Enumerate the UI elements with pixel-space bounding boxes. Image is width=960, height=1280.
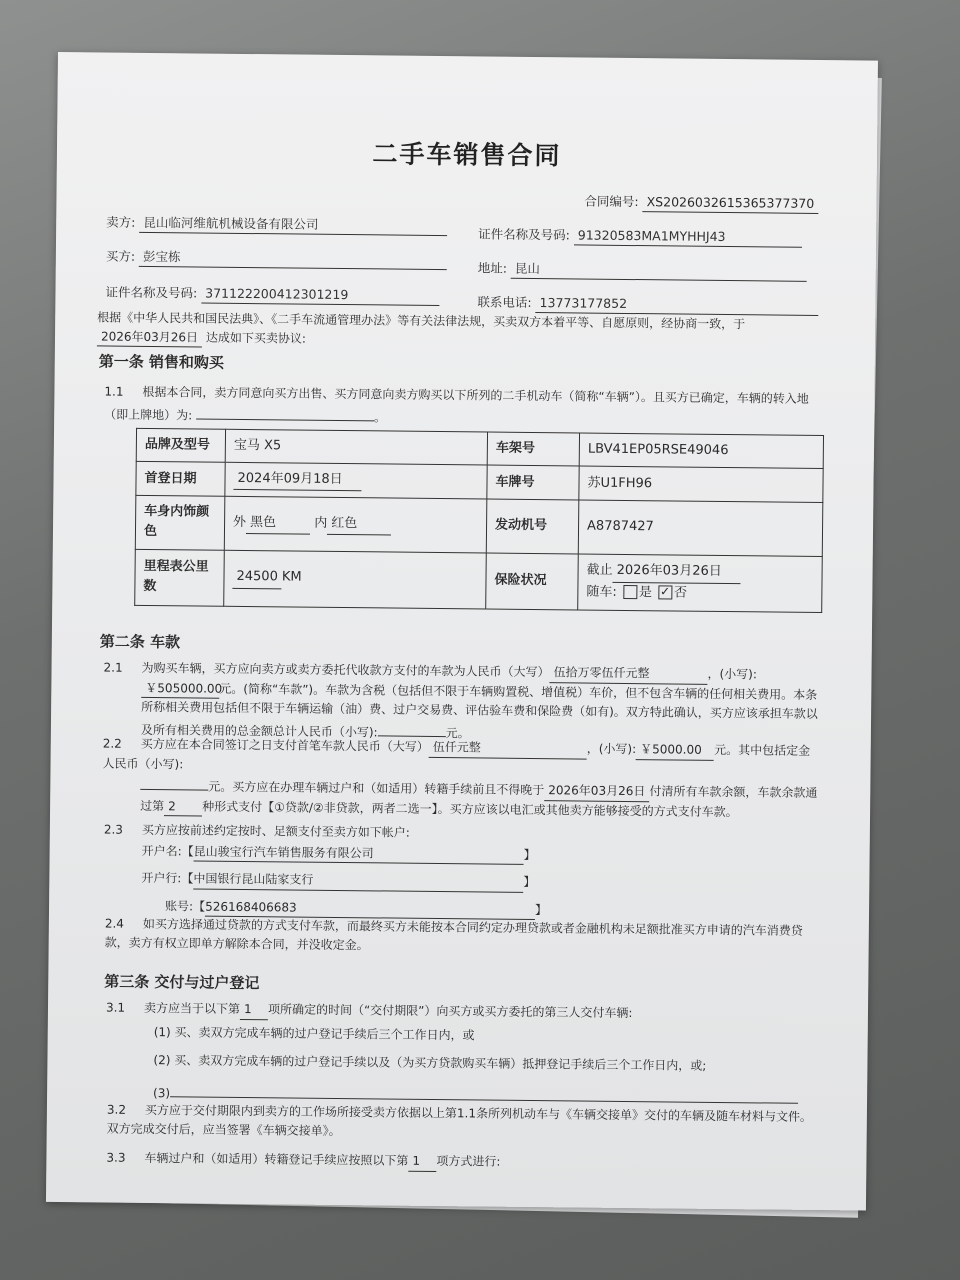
vin-label: 车架号	[487, 432, 579, 466]
balance-deadline: 2026年03月26日	[544, 781, 649, 802]
insurance-expiry: 2026年03月26日	[612, 561, 740, 583]
clause-2-4: 2.4 如买方选择通过贷款的方式支付车款，而最终买方未能按本合同约定办理贷款或者金融机构未足额批准买方申请的汽车消费贷款，卖方有权立即单方解除本合同，并没收定金。	[104, 916, 803, 952]
delivery-option-3: (3)	[105, 1079, 821, 1109]
buyer-phone: 13773177852	[535, 293, 818, 316]
reg-date-cell	[225, 462, 487, 499]
deposit-amount	[140, 773, 208, 791]
seller-id: 91320583MA1MYHHJ43	[574, 225, 802, 248]
buyer-row: 买方: 彭宝栋	[106, 247, 447, 271]
buyer-name: 彭宝栋	[139, 247, 447, 271]
article-1-heading: 第一条 销售和购买	[98, 352, 225, 372]
plate-label: 车牌号	[487, 465, 579, 500]
brand-label: 品牌及型号	[136, 428, 225, 462]
clause-3-1: 3.1 卖方应当于以下第 1 项所确定的时间（“交付期限”）向买方或买方委托的第三人交付车辆: (1) 买、卖双方完成车辆的过户登记手续后三个工作日内，或 (2) 买、卖双方完成车辆的过户登记手续以及（为买方贷款购买车辆）抵押登记手续后三个工作日内，或; (3)	[105, 999, 822, 1110]
article-3-heading: 第三条 交付与过户登记	[104, 972, 260, 993]
delivery-option: 1	[240, 1000, 268, 1020]
document-title: 二手车销售合同	[372, 139, 562, 171]
clause-1-1: 1.1 根据本合同，卖方同意向买方出售、买方同意向卖方购买以下所列的二手机动车（简称“车辆”）。且买方已确定，车辆的转入地（即上牌地）为: 。	[104, 384, 809, 425]
bank-row: 开户行:【中国银行昆山陆家支行 】	[103, 869, 703, 895]
engine-value: A8787427	[578, 500, 823, 556]
account-name: 昆山骏宝行汽车销售服务有限公司	[194, 842, 524, 865]
contract-number: 合同编号: XS2026032615365377370	[584, 192, 818, 215]
registration-place	[196, 402, 374, 421]
brand-value: 宝马 X5	[225, 429, 487, 465]
mileage-value: 24500	[232, 567, 282, 589]
mileage-label: 里程表公里数	[135, 549, 225, 606]
contract-number-value: XS2026032615365377370	[643, 192, 819, 214]
buyer-address-row: 地址: 昆山	[478, 258, 807, 282]
article-2-heading: 第二条 车款	[99, 632, 181, 652]
color-label: 车身内饰颜色	[135, 496, 225, 550]
clause-2-2: 2.2 买方应在本合同签订之日支付首笔车款人民币（大写） 伍仟元整 ，(小写): ￥5000.00 元。其中包括定金人民币（小写): 元。买方应在办理车辆过户和（如适用）转籍手续前且不得晚于 2026年03月26日 付清所有车款余额，车款余款通过第 2 种形式支付【①贷款/②非贷款，两者二选一】。买方应该以电汇或其他卖方能够接受的方式支付车款。	[102, 736, 818, 819]
delivery-option-1: (1) 买、卖双方完成车辆的过户登记手续后三个工作日内，或	[153, 1024, 475, 1043]
clause-2-1: 2.1 为购买车辆，买方应向卖方或卖方委托代收款方支付的车款为人民币（大写） 伍拾万零伍仟元整 ，(小写): ￥505000.00元。(简称“车款”)。车款为含税（包括但不限于车辆购置税、增值税）车价，但不包含车辆的任何相关费用。本条所称相关费用包括但不限于车辆运输（油）费、过户交易费、评估验车费和保险费（如有)。双方特此确认，买方应该承担车款以及所有相关费用的总金额总计人民币（小写): 元。	[103, 660, 818, 741]
vin-value: LBV41EP05RSE49046	[579, 433, 823, 469]
price-upper: 伍拾万零伍仟元整	[549, 663, 707, 684]
color-cell: 外 黑色 内 红色	[224, 497, 487, 553]
payment-method: 2	[164, 797, 202, 817]
reg-date-value: 2024年09月18日	[233, 469, 361, 491]
checkbox-yes[interactable]	[623, 585, 637, 599]
first-payment-lower: ￥5000.00	[636, 740, 714, 760]
total-amount	[378, 719, 446, 737]
account-name-row: 开户名:【昆山骏宝行汽车销售服务有限公司 】	[104, 841, 704, 867]
delivery-option-2: (2) 买、卖双方完成车辆的过户登记手续以及（为买方贷款购买车辆）抵押登记手续后三个工作日内，或;	[153, 1053, 707, 1074]
seller-name: 昆山临河维航机械设备有限公司	[139, 213, 447, 237]
buyer-address: 昆山	[511, 259, 807, 282]
price-lower: ￥505000.00	[141, 679, 219, 699]
mileage-cell: 24500 KM	[224, 550, 487, 609]
buyer-id-row: 证件名称及号码: 371122200412301219	[105, 283, 439, 307]
buyer-id: 371122200412301219	[201, 284, 439, 307]
contract-page	[46, 52, 878, 1211]
reg-date-label: 首登日期	[136, 461, 225, 496]
buyer-phone-row: 联系电话: 13773177852	[477, 292, 818, 316]
insurance-cell: 截止 2026年03月26日 随车: 是 ✓ 否	[578, 554, 823, 613]
insurance-label: 保险状况	[486, 553, 579, 610]
exterior-color: 黑色	[246, 513, 310, 535]
clause-3-2: 3.2 买方应于交付期限内到卖方的工作场所接受卖方依据以上第1.1条所列机动车与《车辆交接单》交付的车辆及随车材料与文件。双方完成交付后，应当签署《车辆交接单》。	[106, 1102, 813, 1138]
engine-label: 发动机号	[486, 499, 579, 553]
bank-name: 中国银行昆山陆家支行	[193, 870, 523, 893]
plate-value: 苏U1FH96	[579, 466, 823, 503]
vehicle-info-table	[134, 428, 824, 613]
clause-3-3: 3.3 车辆过户和（如适用）转籍登记手续应按照以下第 1 项方式进行:	[106, 1149, 822, 1176]
preamble: 根据《中华人民共和国民法典》、《二手车流通管理办法》等有关法律法规，买卖双方本着平等、自愿原则，经协商一致，于2026年03月26日 达成如下买卖协议:	[97, 308, 827, 354]
clause-2-3: 2.3 买方应按前述约定按时、足额支付至卖方如下帐户: 开户名:【昆山骏宝行汽车销售服务有限公司 】 开户行:【中国银行昆山陆家支行 】 账号:【526168406683 】	[103, 821, 704, 923]
checkbox-no-checked[interactable]	[658, 585, 672, 599]
agreement-date: 2026年03月26日	[97, 327, 202, 348]
first-payment-upper: 伍仟元整	[429, 738, 587, 759]
account-number-row: 账号:【526168406683 】	[103, 896, 703, 922]
seller-id-row: 证件名称及号码: 91320583MA1MYHHJ43	[478, 224, 802, 248]
seller-row: 卖方: 昆山临河维航机械设备有限公司	[106, 213, 447, 237]
interior-color: 红色	[327, 514, 391, 536]
account-number: 526168406683	[205, 897, 535, 920]
transfer-option: 1	[408, 1152, 436, 1172]
